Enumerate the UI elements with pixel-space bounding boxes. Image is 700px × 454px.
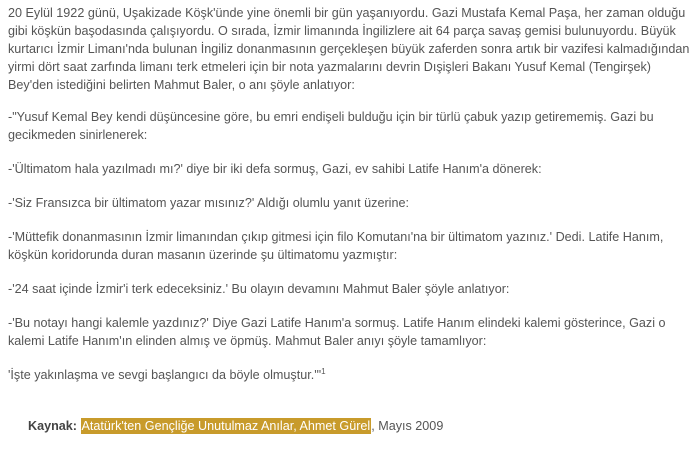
paragraph-intro: 20 Eylül 1922 günü, Uşakizade Köşk'ünde yine önemli bir gün yaşanıyordu. Gazi Mustafa Kemal Paşa, her zaman olduğu gibi köşkün başodasında çalışıyordu. O sırada, İzmir limanında İngilizlere ait 64 parça savaş gemisi bulunuyordu. Büyük kurtarıcı İzmir Limanı'nda bulunan İngiliz donanmasının gerçekleşen büyük zaferden sonra artık bir vazifesi kalmadığından yirmi dört saat zarfında limanı terk etmeleri için bir nota yazmalarını devrin Dışişleri Bakanı Yusuf Kemal (Tengirşek) Bey'den istediğini belirten Mahmut Baler, o anı şöyle anlatıyor: [8, 6, 690, 92]
closing-quote-text: 'İşte yakınlaşma ve sevgi başlangıcı da böyle olmuştur.'" [8, 368, 322, 382]
paragraph-quote-2: -'Ültimatom hala yazılmadı mı?' diye bir iki defa sormuş, Gazi, ev sahibi Latife Hanım'a dönerek: [8, 162, 542, 176]
paragraph-quote-1: -"Yusuf Kemal Bey kendi düşüncesine göre, bu emri endişeli bulduğu için bir türlü çabuk yazıp getirememiş. Gazi bu gecikmeden sinirlenerek: [8, 110, 654, 142]
source-date: , Mayıs 2009 [371, 419, 444, 433]
source-label: Kaynak: [28, 419, 77, 433]
paragraph-quote-3: -'Siz Fransızca bir ültimatom yazar mısınız?' Aldığı olumlu yanıt üzerine: [8, 196, 409, 210]
paragraph-closing [8, 366, 692, 384]
paragraph-quote-6: -'Bu notayı hangi kalemle yazdınız?' Diye Gazi Latife Hanım'a sormuş. Latife Hanım elindeki kalemi gösterince, Gazi o kalemi Latife Hanım'ın elinden almış ve öpmüş. Mahmut Baler anıyı şöyle tamamlıyor: [8, 316, 666, 348]
source-link[interactable]: Atatürk'ten Gençliğe Unutulmaz Anılar, Ahmet Gürel [81, 419, 371, 433]
footnote-marker[interactable]: 1 [321, 366, 326, 376]
paragraph-quote-5: -'24 saat içinde İzmir'i terk edeceksiniz.' Bu olayın devamını Mahmut Baler şöyle anlatıyor: [8, 282, 510, 296]
source-line [28, 418, 443, 434]
article-body [8, 4, 692, 384]
paragraph-quote-4: -'Müttefik donanmasının İzmir limanından çıkıp gitmesi için filo Komutanı'na bir ültimatom yazınız.' Dedi. Latife Hanım, köşkün koridorunda duran masanın üzerinde şu ültimatomu yazmıştır: [8, 230, 664, 262]
